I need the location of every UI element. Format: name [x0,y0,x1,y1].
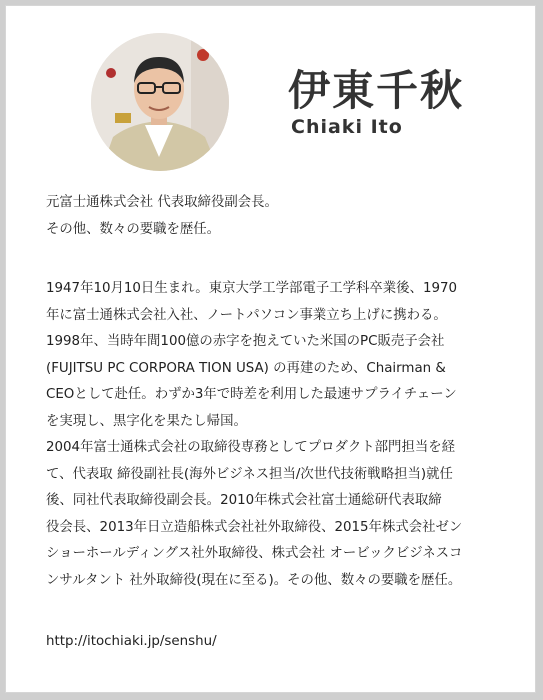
bio-line: 1947年10月10日生まれ。東京大学工学部電子工学科卒業後、1970 [46,281,458,296]
bio-line: 年に富士通株式会社入社、ノートパソコン事業立ち上げに携わる。 [46,307,447,323]
bio-line: (FUJITSU PC CORPORA TION USA) の再建のため、Chairman & [46,360,446,376]
bio-line: 2004年富士通株式会社の取締役専務としてプロダクト部門担当を経 [46,440,456,455]
profile-card [5,5,536,693]
avatar-photo [91,33,229,171]
summary-text [46,190,516,243]
bio-line: 役会長、2013年日立造船株式会社社外取締役、2015年株式会社ゼン [46,519,463,535]
website-link: http://itochiaki.jp/senshu/ [46,634,217,649]
bio-line: ンサルタント 社外取締役(現在に至る)。その他、数々の要職を歴任。 [46,572,462,588]
summary-line: その他、数々の要職を歴任。 [46,221,221,237]
avatar [91,33,229,171]
bio-line: て、代表取 締役副社長(海外ビジネス担当/次世代技術戦略担当)就任 [46,466,453,482]
name-english: Chiaki Ito [291,116,403,138]
bio-line: 1998年、当時年間100億の赤字を抱えていた米国のPC販売子会社 [46,334,445,349]
bio-line: を実現し、黒字化を果たし帰国。 [46,413,247,429]
bio-line: ショーホールディングス社外取締役、株式会社 オービックビジネスコ [46,546,463,561]
biography-text [46,276,516,594]
name-japanese: 伊東千秋 [288,66,465,115]
summary-line: 元富士通株式会社 代表取締役副会長。 [46,195,278,210]
bio-line: CEOとして赴任。わずか3年で時差を利用した最速サプライチェーン [46,387,457,402]
bio-line: 後、同社代表取締役副会長。2010年株式会社富士通総研代表取締 [46,493,442,508]
